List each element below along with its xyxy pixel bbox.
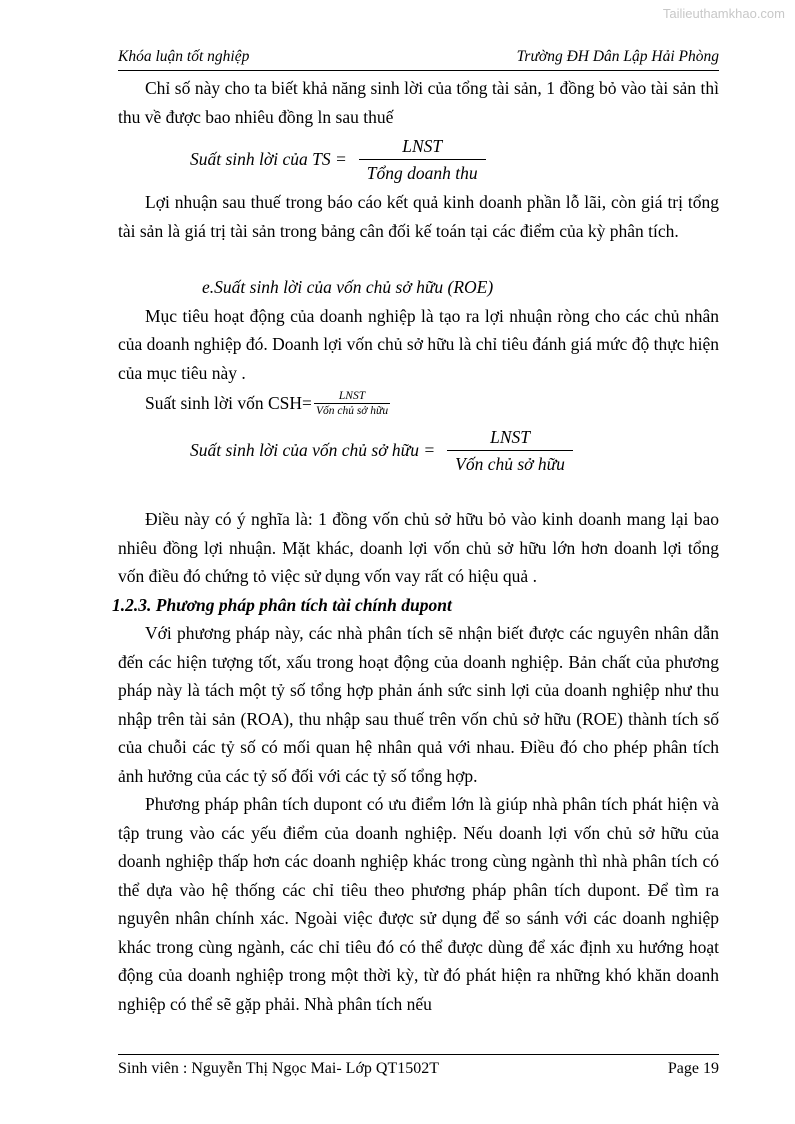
paragraph-5: Với phương pháp này, các nhà phân tích sẽ nhận biết được các nguyên nhân dẫn đến các hiện tượng tốt, xấu trong hoạt động của doanh nghiệp. Bản chất của phương pháp này là tách một tỷ số tổng hợp phản ánh sức sinh lợi của doanh nghiệp như thu nhập trên tài sản (ROA), thu nhập sau thuế trên vốn chủ sở hữu (ROE) thành tích số của chuỗi các tỷ số có mối quan hệ nhân quả với nhau. Điều đó cho phép phân tích ảnh hưởng của các tỷ số đối với các tỷ số tổng hợp. (118, 623, 719, 786)
footer-student: Sinh viên : Nguyễn Thị Ngọc Mai- Lớp QT1502T (118, 1060, 440, 1077)
formula-roe (190, 424, 719, 477)
formula-ts-denominator: Tổng doanh thu (359, 159, 486, 186)
formula-roe-fraction (447, 424, 573, 477)
formula-csh (145, 389, 719, 418)
footer-page-number: Page 19 (667, 1060, 719, 1077)
formula-roe-label: Suất sinh lời của vốn chủ sở hữu = (190, 440, 436, 461)
section-heading: 1.2.3. Phương pháp phân tích tài chính dupont (112, 594, 452, 615)
formula-csh-label: Suất sinh lời vốn CSH= (145, 393, 312, 414)
formula-csh-numerator: LNST (338, 390, 366, 402)
formula-ts (190, 133, 719, 186)
paragraph-2: Lợi nhuận sau thuế trong báo cáo kết quả kinh doanh phần lỗ lãi, còn giá trị tổng tài sản là giá trị tài sản trong bảng cân đối kế toán tại các điểm của kỳ phân tích. (118, 192, 719, 241)
paragraph-3: Mục tiêu hoạt động của doanh nghiệp là tạo ra lợi nhuận ròng cho các chủ nhân của doanh nghiệp đó. Doanh lợi vốn chủ sở hữu là chỉ tiêu đánh giá mức độ thực hiện của mục tiêu này . (118, 305, 719, 383)
header-left-title: Khóa luận tốt nghiệp (118, 48, 250, 65)
formula-roe-numerator: LNST (490, 427, 530, 447)
header-right-title: Trường ĐH Dân Lập Hải Phòng (516, 48, 719, 65)
paragraph-6: Phương pháp phân tích dupont có ưu điểm lớn là giúp nhà phân tích phát hiện và tập trung vào các yếu điểm của doanh nghiệp. Nếu doanh lợi vốn chủ sở hữu của doanh nghiệp thấp hơn các doanh nghiệp khác trong cùng ngành thì nhà phân tích có thể dựa vào hệ thống các chỉ tiêu theo phương pháp phân tích dupont. Để tìm ra nguyên nhân chính xác. Ngoài việc được sử dụng để so sánh với các doanh nghiệp khác trong cùng ngành, các chỉ tiêu đó có thể được dùng để xác định xu hướng hoạt động của doanh nghiệp trong một thời kỳ, từ đó phát hiện ra những khó khăn doanh nghiệp có thể sẽ gặp phải. Nhà phân tích nếu (118, 794, 719, 1014)
subheading-roe: e.Suất sinh lời của vốn chủ sở hữu (ROE) (202, 277, 494, 297)
formula-csh-fraction (314, 389, 390, 418)
formula-roe-denominator: Vốn chủ sở hữu (447, 450, 573, 477)
formula-csh-denominator: Vốn chủ sở hữu (315, 405, 389, 417)
formula-ts-fraction (359, 133, 486, 186)
paragraph-4: Điều này có ý nghĩa là: 1 đồng vốn chủ sở hữu bỏ vào kinh doanh mang lại bao nhiêu đồng lợi nhuận. Mặt khác, doanh lợi vốn chủ sở hữu lớn hơn doanh lợi tổng vốn điều đó chứng tỏ việc sử dụng vốn vay rất có hiệu quả . (118, 509, 719, 586)
document-body (112, 74, 719, 1018)
page-header (118, 48, 719, 71)
formula-ts-numerator: LNST (402, 136, 443, 156)
page-footer (118, 1054, 719, 1077)
watermark-text: Tailieuthamkhao.com (662, 6, 785, 21)
paragraph-1: Chỉ số này cho ta biết khả năng sinh lời của tổng tài sản, 1 đồng bỏ vào tài sản thì thu về được bao nhiêu đồng ln sau thuế (118, 78, 719, 127)
formula-ts-label: Suất sinh lời của TS = (190, 149, 347, 170)
